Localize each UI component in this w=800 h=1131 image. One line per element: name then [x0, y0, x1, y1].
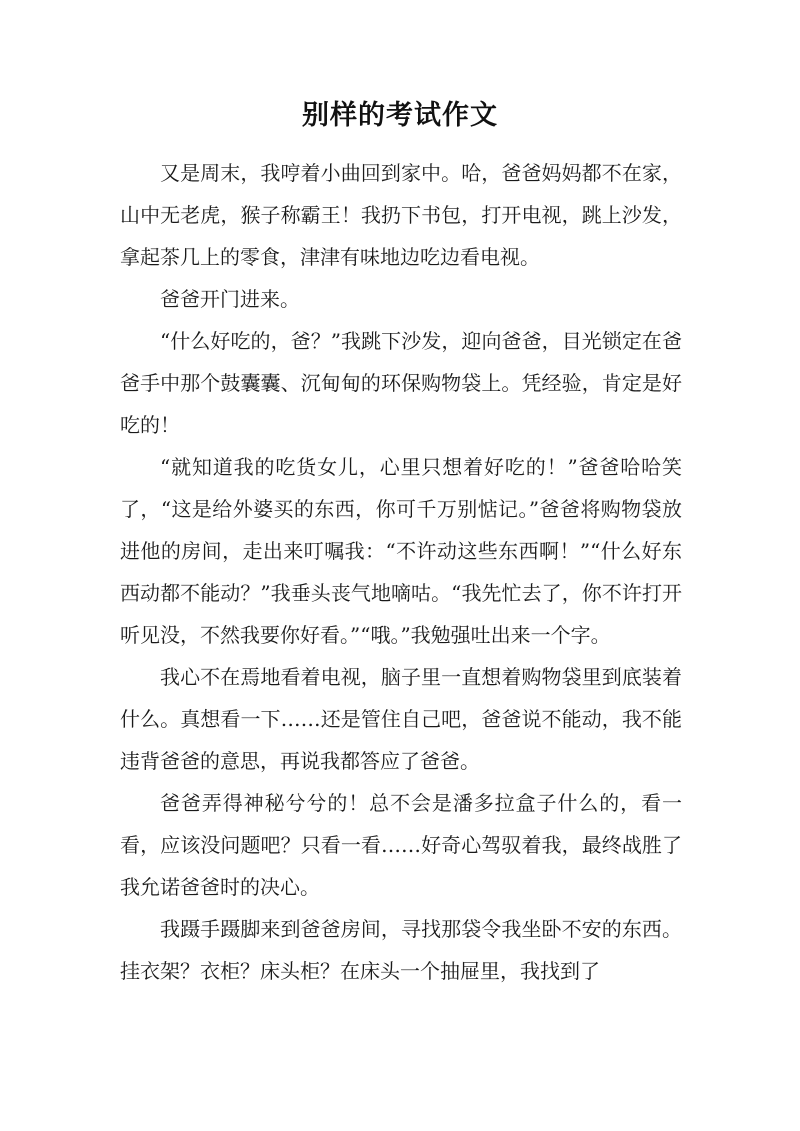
paragraph-1: 又是周末，我哼着小曲回到家中。哈，爸爸妈妈都不在家，山中无老虎，猴子称霸王！我扔下书包，打开电视，跳上沙发，拿起茶几上的零食，津津有味地边吃边看电视。 — [120, 161, 682, 269]
essay-body — [120, 152, 682, 992]
paragraph-4: “就知道我的吃货女儿，心里只想着好吃的！”爸爸哈哈笑了，“这是给外婆买的东西，你可千万别惦记。”爸爸将购物袋放进他的房间，走出来叮嘱我：“不许动这些东西啊！”“什么好东西动都不能动？”我垂头丧气地嘀咕。“我先忙去了，你不许打开听见没，不然我要你好看。”“哦。”我勉强吐出来一个字。 — [120, 455, 682, 647]
essay-title: 别样的考试作文 — [302, 100, 498, 131]
paragraph-6: 爸爸弄得神秘兮兮的！总不会是潘多拉盒子什么的，看一看，应该没问题吧？只看一看……好奇心驾驭着我，最终战胜了我允诺爸爸时的决心。 — [120, 791, 682, 899]
paragraph-3: “什么好吃的，爸？”我跳下沙发，迎向爸爸，目光锁定在爸爸手中那个鼓囊囊、沉甸甸的环保购物袋上。凭经验，肯定是好吃的！ — [120, 329, 682, 437]
paragraph-7: 我蹑手蹑脚来到爸爸房间，寻找那袋令我坐卧不安的东西。挂衣架？衣柜？床头柜？在床头一个抽屉里，我找到了 — [120, 917, 682, 983]
paragraph-5: 我心不在焉地看着电视，脑子里一直想着购物袋里到底装着什么。真想看一下……还是管住自己吧，爸爸说不能动，我不能违背爸爸的意思，再说我都答应了爸爸。 — [120, 665, 682, 773]
paragraph-2: 爸爸开门进来。 — [160, 287, 300, 311]
